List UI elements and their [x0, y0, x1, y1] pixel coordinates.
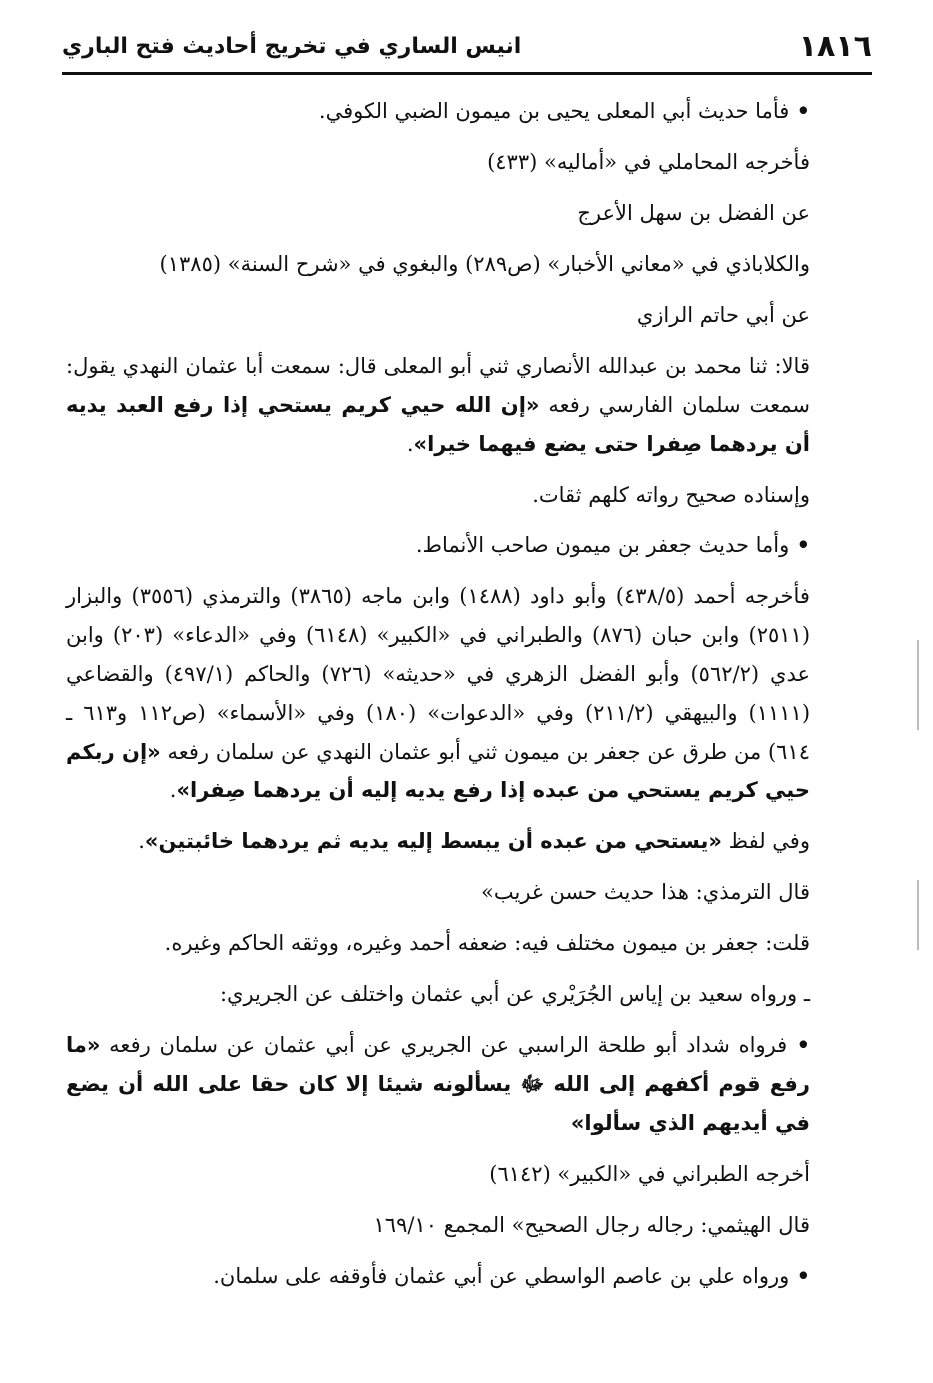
paragraph-gap — [66, 565, 810, 577]
scan-edge-mark — [917, 880, 919, 950]
paragraph-gap — [66, 1245, 810, 1257]
paragraph-text: فأخرجه المحاملي في «أماليه» (٤٣٣) — [487, 149, 810, 174]
paragraph — [66, 1155, 810, 1194]
paragraph-text: قال الترمذي: هذا حديث حسن غريب» — [481, 880, 810, 905]
hadith-quote: «إن ربكم حيي كريم يستحي من عبده إذا رفع يديه إليه أن يردهما صِفرا» — [66, 739, 810, 803]
paragraph-gap — [66, 810, 810, 822]
paragraph — [66, 822, 810, 861]
paragraph-text: وأما حديث جعفر بن ميمون صاحب الأنماط. — [415, 533, 790, 558]
hadith-quote: «يستحي من عبده أن يبسط إليه يديه ثم يردهما خائبتين» — [144, 829, 722, 854]
paragraph — [66, 194, 810, 233]
header-rule — [62, 72, 872, 75]
paragraph — [66, 347, 810, 463]
paragraph-gap — [66, 861, 810, 873]
paragraph-text: عن الفضل بن سهل الأعرج — [577, 200, 810, 225]
hadith-quote: «إن الله حيي كريم يستحي إذا رفع العبد يديه أن يردهما صِفرا حتى يضع فيهما خيرا» — [66, 392, 810, 456]
paragraph-text: قالا: ثنا محمد بن عبدالله الأنصاري ثني أبو المعلى قال: سمعت أبا عثمان النهدي يقول: سمعت سلمان الفارسي رفعه — [66, 353, 810, 417]
bullet-mark: • — [789, 1262, 810, 1288]
paragraph — [66, 92, 810, 131]
paragraph-tail: . — [169, 778, 177, 803]
paragraph-gap — [66, 284, 810, 296]
page-number: ١٨١٦ — [798, 29, 872, 64]
paragraph-gap — [66, 1143, 810, 1155]
paragraph — [66, 1206, 810, 1245]
paragraph-gap — [66, 1014, 810, 1026]
paragraph-gap — [66, 335, 810, 347]
paragraph-gap — [66, 131, 810, 143]
paragraph-tail: . — [138, 829, 145, 854]
paragraph-gap — [66, 1194, 810, 1206]
paragraph-text: قال الهيثمي: رجاله رجال الصحيح» المجمع ١٦٩/١٠ — [373, 1212, 810, 1237]
bullet-mark: • — [789, 98, 810, 123]
paragraph-gap — [66, 963, 810, 975]
paragraph — [66, 1257, 810, 1296]
paragraph-text: والكلاباذي في «معاني الأخبار» (ص٢٨٩) والبغوي في «شرح السنة» (١٣٨٥) — [159, 251, 810, 276]
paragraph-gap — [66, 463, 810, 475]
paragraph — [66, 296, 810, 335]
paragraph-gap — [66, 912, 810, 924]
paragraph — [66, 245, 810, 284]
paragraph — [66, 1026, 810, 1142]
paragraph-text: فأما حديث أبي المعلى يحيى بن ميمون الضبي الكوفي. — [318, 99, 790, 123]
paragraph-tail: . — [406, 431, 414, 456]
paragraph — [66, 975, 810, 1014]
paragraph-text: أخرجه الطبراني في «الكبير» (٦١٤٢) — [489, 1161, 810, 1186]
paragraph-text: وفي لفظ — [722, 829, 810, 854]
paragraph — [66, 577, 810, 810]
paragraph — [66, 143, 810, 182]
paragraph-text: قلت: جعفر بن ميمون مختلف فيه: ضعفه أحمد وغيره، ووثقه الحاكم وغيره. — [164, 931, 810, 956]
paragraph-gap — [66, 514, 810, 526]
body-text — [66, 92, 810, 1296]
paragraph — [66, 924, 810, 963]
paragraph — [66, 526, 810, 565]
paragraph-text: عن أبي حاتم الرازي — [636, 302, 810, 327]
scan-edge-mark — [917, 640, 919, 730]
paragraph-text: فأخرجه أحمد (٤٣٨/٥) وأبو داود (١٤٨٨) وابن ماجه (٣٨٦٥) والترمذي (٣٥٥٦) والبزار (٢٥١١) وابن حبان (٨٧٦) والطبراني في «الكبير» (٦١٤٨) وفي «الدعاء» (٢٠٣) وابن عدي (٥٦٢/٢) وأبو الفضل الزهري في «حديثه» (٧٢٦) والحاكم (٤٩٧/١) والقضاعي (١١١١) والبيهقي (٢١١/٢) وفي «الدعوات» (١٨٠) وفي «الأسماء» (ص١١٢ و٦١٣ ـ ٦١٤) من طرق عن جعفر بن ميمون ثني أبو عثمان النهدي عن سلمان رفعه — [66, 584, 811, 764]
paragraph — [66, 476, 810, 515]
bullet-mark: • — [789, 532, 810, 558]
book-title: انيس الساري في تخريج أحاديث فتح الباري — [62, 34, 522, 59]
hadith-quote: «ما رفع قوم أكفهم إلى الله ﷻ يسألونه شيئا إلا كان حقا على الله أن يضع في أيديهم الذي سألوا» — [66, 1033, 810, 1135]
paragraph-text: ـ ورواه سعيد بن إياس الجُرَيْري عن أبي عثمان واختلف عن الجريري: — [219, 982, 810, 1007]
paragraph-text: ورواه علي بن عاصم الواسطي عن أبي عثمان فأوقفه على سلمان. — [213, 1263, 790, 1288]
paragraph — [66, 873, 810, 912]
paragraph-gap — [66, 233, 810, 245]
paragraph-gap — [66, 182, 810, 194]
running-header — [62, 28, 872, 66]
paragraph-text: فرواه شداد أبو طلحة الراسبي عن الجريري عن أبي عثمان عن سلمان رفعه — [100, 1033, 788, 1058]
bullet-mark: • — [787, 1032, 810, 1058]
paragraph-text: وإسناده صحيح رواته كلهم ثقات. — [532, 482, 810, 507]
